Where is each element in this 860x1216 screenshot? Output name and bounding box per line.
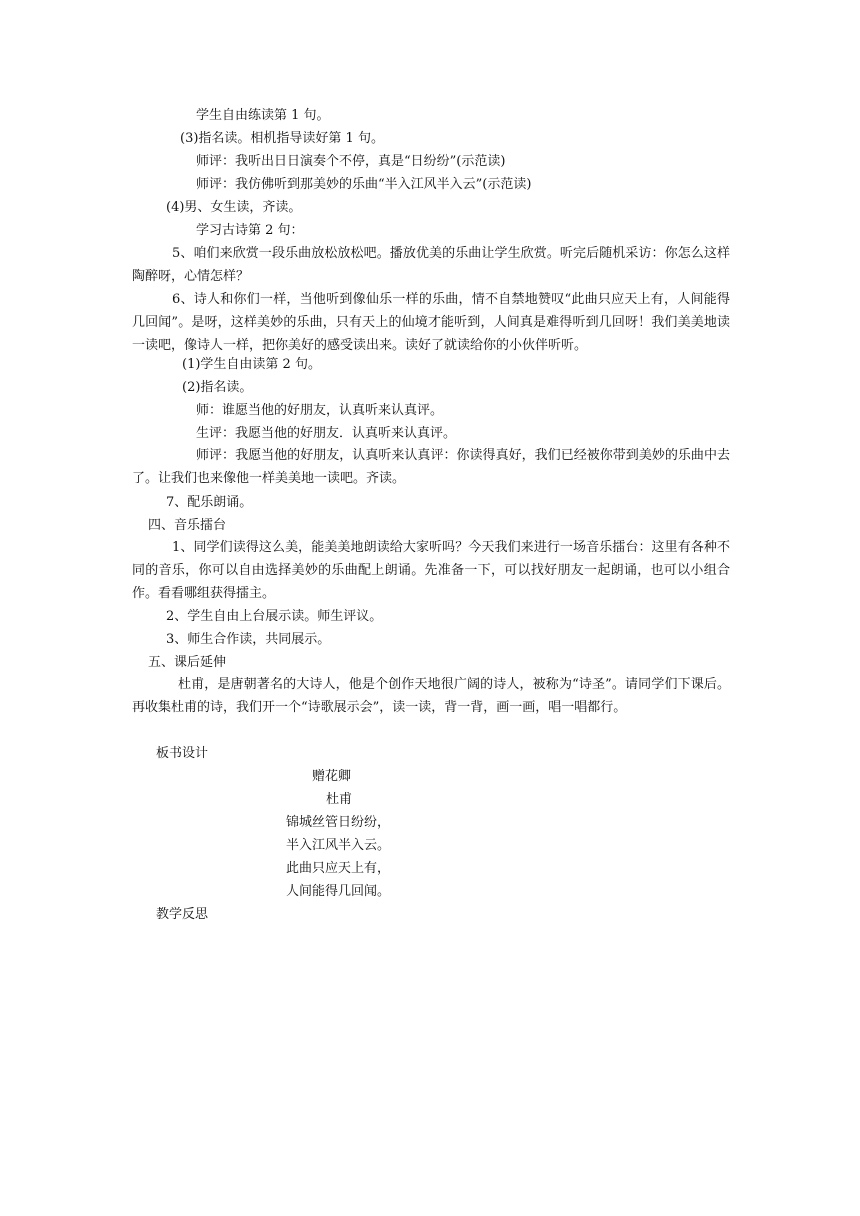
teaching-reflection-label: 教学反思 bbox=[156, 907, 209, 922]
text-line: 2、学生自由上台展示读。师生评议。 bbox=[166, 609, 383, 624]
text-line: (3)指名读。相机指导读好第 1 句。 bbox=[180, 131, 384, 146]
paragraph: 5、咱们来欣赏一段乐曲放松放松吧。播放优美的乐曲让学生欣赏。听完后随机采访：你怎么这样陶醉呀，心情怎样？ bbox=[132, 246, 730, 284]
poem-line: 此曲只应天上有， bbox=[286, 861, 391, 876]
text-line: (4)男、女生读，齐读。 bbox=[166, 200, 302, 215]
text-line: 师评：我听出日日演奏个不停，真是“日纷纷”(示范读) bbox=[196, 154, 506, 169]
poem-title: 赠花卿 bbox=[312, 769, 352, 784]
poem-line: 人间能得几回闻。 bbox=[286, 884, 391, 899]
section-heading: 五、课后延伸 bbox=[148, 655, 227, 670]
text-line: 师评：我仿佛听到那美妙的乐曲“半入江风半入云”(示范读) bbox=[196, 177, 532, 192]
section-heading: 四、音乐擂台 bbox=[148, 518, 227, 533]
paragraph: 1、同学们读得这么美，能美美地朗读给大家听吗？今天我们来进行一场音乐擂台：这里有各种不同的音乐，你可以自由选择美妙的乐曲配上朗诵。先准备一下，可以找好朋友一起朗诵，也可以小组合作。看看哪组获得擂主。 bbox=[132, 540, 730, 601]
text-line: (2)指名读。 bbox=[182, 380, 253, 395]
text-line: 生评：我愿当他的好朋友．认真听来认真评。 bbox=[196, 426, 457, 441]
text-line: 学生自由练读第 1 句。 bbox=[196, 108, 330, 123]
board-design-label: 板书设计 bbox=[156, 746, 209, 761]
poem-line: 锦城丝管日纷纷， bbox=[286, 815, 391, 830]
poem-line: 半入江风半入云。 bbox=[286, 838, 391, 853]
text-line: 7、配乐朗诵。 bbox=[166, 495, 253, 510]
paragraph: 杜甫，是唐朝著名的大诗人，他是个创作天地很广阔的诗人，被称为“诗圣”。请同学们下课后。再收集杜甫的诗，我们开一个“诗歌展示会”，读一读，背一背，画一画，唱一唱都行。 bbox=[132, 677, 730, 715]
paragraph: 师评：我愿当他的好朋友，认真听来认真评：你读得真好，我们已经被你带到美妙的乐曲中去了。让我们也来像他一样美美地一读吧。齐读。 bbox=[132, 448, 730, 486]
text-line: 学习古诗第 2 句： bbox=[196, 223, 304, 238]
text-line: (1)学生自由读第 2 句。 bbox=[182, 357, 321, 372]
text-line: 师：谁愿当他的好朋友，认真听来认真评。 bbox=[196, 403, 444, 418]
poem-author: 杜甫 bbox=[326, 792, 353, 807]
paragraph: 6、诗人和你们一样，当他听到像仙乐一样的乐曲，情不自禁地赞叹“此曲只应天上有，人间能得几回闻”。是呀，这样美妙的乐曲，只有天上的仙境才能听到，人间真是难得听到几回呀！我们美美地读一读吧，像诗人一样，把你美好的感受读出来。读好了就读给你的小伙伴听听。 bbox=[132, 292, 730, 353]
text-line: 3、师生合作读，共同展示。 bbox=[166, 632, 331, 647]
